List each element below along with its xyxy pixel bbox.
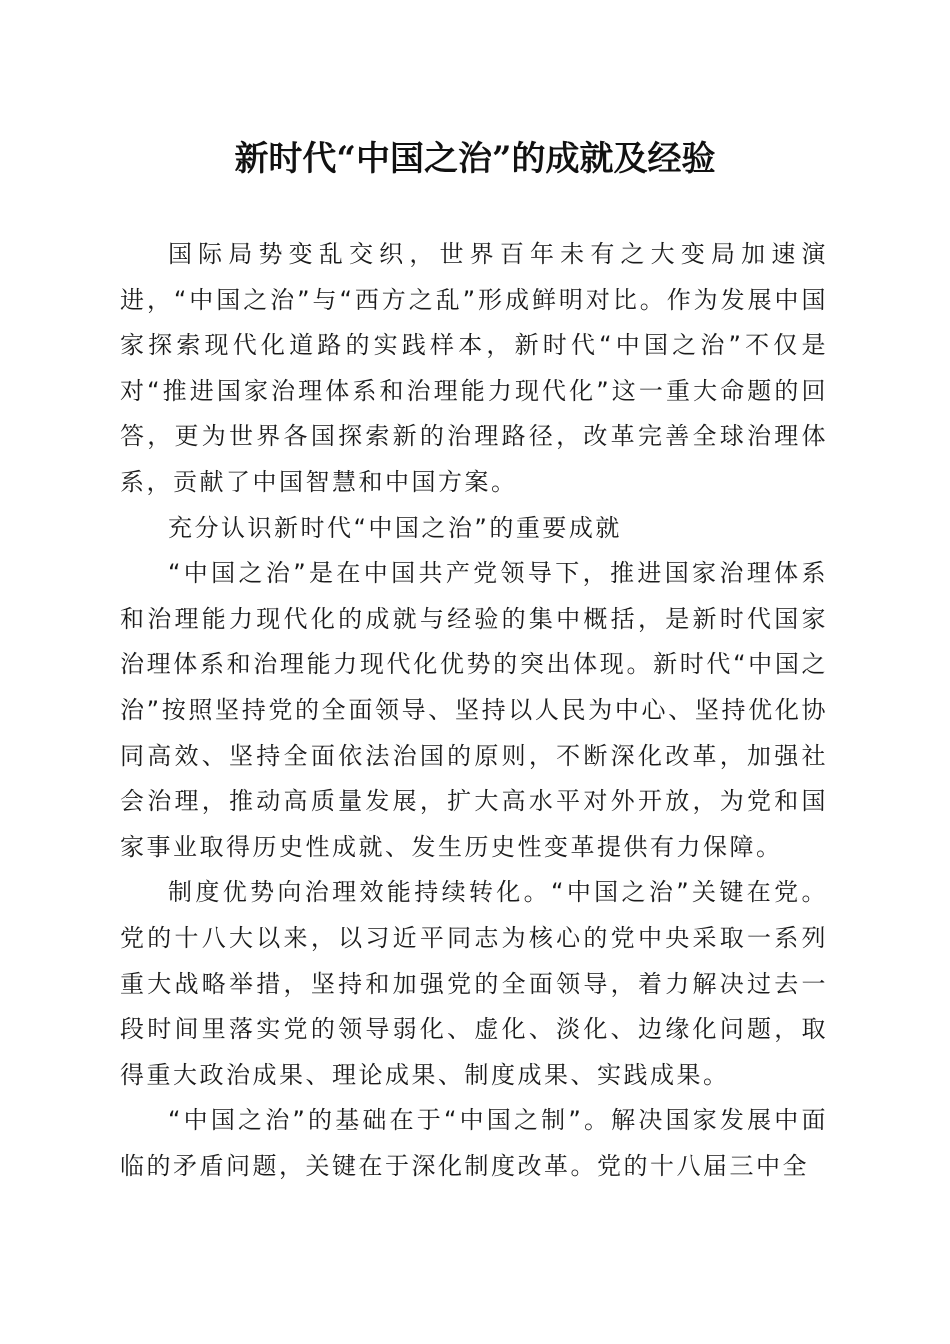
paragraph-foundation: “中国之治”的基础在于“中国之制”。解决国家发展中面临的矛盾问题，关键在于深化制度改革。党的十八届三中全 [120,1106,828,1180]
section-heading: 充分认识新时代“中国之治”的重要成就 [168,513,622,542]
document-body [120,232,828,1189]
paragraph-intro: 国际局势变乱交织，世界百年未有之大变局加速演进，“中国之治”与“西方之乱”形成鲜明对比。作为发展中国家探索现代化道路的实践样本，新时代“中国之治”不仅是对“推进国家治理体系和治理能力现代化”这一重大命题的回答，更为世界各国探索新的治理路径，改革完善全球治理体系，贡献了中国智慧和中国方案。 [120,240,828,496]
paragraph-institutional-advantage: 制度优势向治理效能持续转化。“中国之治”关键在党。党的十八大以来，以习近平同志为核心的党中央采取一系列重大战略举措，坚持和加强党的全面领导，着力解决过去一段时间里落实党的领导弱化、虚化、淡化、边缘化问题，取得重大政治成果、理论成果、制度成果、实践成果。 [120,878,828,1089]
paragraph-definition: “中国之治”是在中国共产党领导下，推进国家治理体系和治理能力现代化的成就与经验的集中概括，是新时代国家治理体系和治理能力现代化优势的突出体现。新时代“中国之治”按照坚持党的全面领导、坚持以人民为中心、坚持优化协同高效、坚持全面依法治国的原则，不断深化改革，加强社会治理，推动高质量发展，扩大高水平对外开放，为党和国家事业取得历史性成就、发生历史性变革提供有力保障。 [120,559,828,861]
document-title: 新时代“中国之治”的成就及经验 [234,139,716,179]
